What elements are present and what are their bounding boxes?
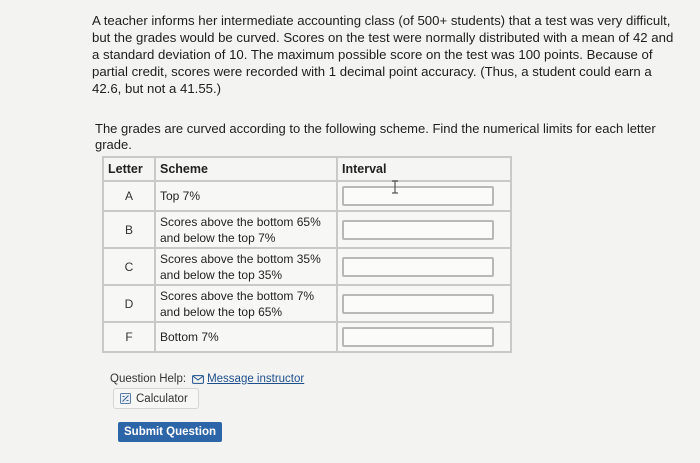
row-interval-cell: [337, 248, 511, 285]
header-letter: Letter: [103, 157, 155, 181]
table-row: [103, 322, 511, 352]
row-interval-cell: [337, 211, 511, 248]
table-row: [103, 181, 511, 211]
question-help-label: Question Help:: [110, 373, 187, 385]
header-scheme: Scheme: [155, 157, 337, 181]
row-scheme: Top 7%: [155, 181, 337, 211]
row-scheme: Bottom 7%: [155, 322, 337, 352]
text-cursor-icon: [390, 180, 400, 194]
interval-input-c[interactable]: [342, 257, 494, 277]
row-scheme: Scores above the bottom 65% and below the top 7%: [155, 211, 337, 248]
table-row: [103, 211, 511, 248]
envelope-icon: [192, 375, 204, 384]
calculator-button[interactable]: [113, 388, 199, 409]
row-letter: D: [103, 285, 155, 322]
row-scheme: Scores above the bottom 35% and below the top 35%: [155, 248, 337, 285]
table-row: [103, 285, 511, 322]
interval-input-a[interactable]: [342, 186, 494, 206]
row-interval-cell: [337, 285, 511, 322]
submit-question-button[interactable]: Submit Question: [118, 422, 222, 442]
question-help: [110, 373, 304, 385]
header-interval: Interval: [337, 157, 511, 181]
grades-table: [102, 156, 512, 353]
calculator-label: Calculator: [136, 392, 188, 405]
interval-input-d[interactable]: [342, 294, 494, 314]
row-letter: A: [103, 181, 155, 211]
interval-input-b[interactable]: [342, 220, 494, 240]
calculator-icon: [120, 393, 131, 404]
row-scheme: Scores above the bottom 7% and below the top 65%: [155, 285, 337, 322]
row-letter: F: [103, 322, 155, 352]
message-instructor-label: Message instructor: [207, 373, 305, 385]
row-interval-cell: [337, 181, 511, 211]
row-letter: B: [103, 211, 155, 248]
problem-statement: A teacher informs her intermediate accounting class (of 500+ students) that a test was very difficult, but the grades would be curved. Scores on the test were normally distributed with a mean of 42 and a standard deviation of 10. The maximum possible score on the test was 100 points. Because of partial credit, scores were recorded with 1 decimal point accuracy. (Thus, a student could earn a 42.6, but not a 41.55.): [92, 13, 674, 96]
row-letter: C: [103, 248, 155, 285]
interval-input-f[interactable]: [342, 327, 494, 347]
table-header-row: [103, 157, 511, 181]
message-instructor-link[interactable]: [192, 373, 304, 385]
instructions-text: The grades are curved according to the following scheme. Find the numerical limits for each letter grade.: [95, 121, 656, 152]
table-row: [103, 248, 511, 285]
row-interval-cell: [337, 322, 511, 352]
